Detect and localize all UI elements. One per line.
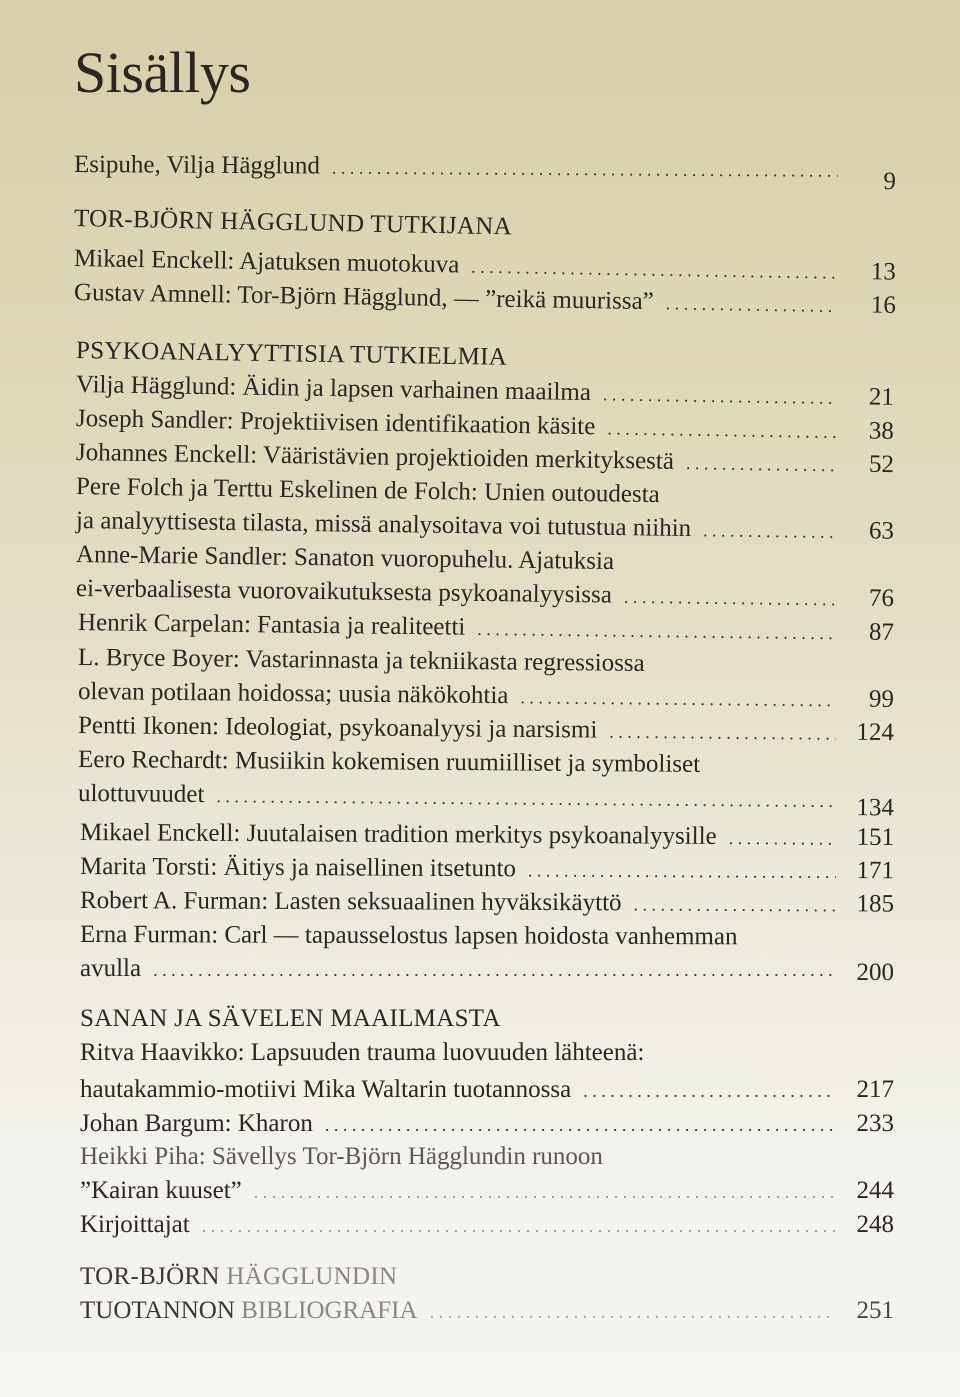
dot-leader: [202, 1211, 836, 1241]
toc-entry[interactable]: [78, 677, 894, 716]
dot-leader: [430, 1297, 836, 1327]
dot-leader: [332, 153, 838, 186]
toc-entry-intro[interactable]: [73, 150, 896, 196]
toc-entry[interactable]: [80, 1210, 894, 1241]
toc-entry[interactable]: [80, 1109, 894, 1140]
entry-title-line[interactable]: Erna Furman: Carl — tapausselostus lapsen hoidosta vanhemman: [79, 921, 738, 951]
section-heading: TOR-BJÖRN HÄGGLUND TUTKIJANA: [73, 205, 513, 241]
dot-leader: [477, 614, 836, 648]
entry-title: Robert A. Furman: Lasten seksuaalinen hyväksikäyttö: [79, 887, 622, 917]
entry-title: Kirjoittajat: [80, 1211, 190, 1238]
entry-title-line[interactable]: Eero Rechardt: Musiikin kokemisen ruumiilliset ja symboliset: [77, 746, 701, 778]
entry-title-line[interactable]: Pere Folch ja Terttu Eskelinen de Folch: Unien outoudesta: [75, 473, 660, 509]
entry-title: Marita Torsti: Äitiys ja naisellinen itsetunto: [79, 853, 517, 883]
page-title: Sisällys: [74, 40, 251, 105]
section-heading: PSYKOANALYYTTISIA TUTKIELMIA: [75, 337, 508, 371]
page-number: 151: [856, 823, 895, 851]
entry-title-line[interactable]: Anne-Marie Sandler: Sanaton vuoropuhelu. Ajatuksia: [75, 541, 615, 576]
page-number: 13: [870, 258, 897, 286]
entry-title: hautakammio-motiivi Mika Waltarin tuotannossa: [80, 1076, 572, 1103]
dot-leader: [634, 889, 837, 920]
entry-title: Joseph Sandler: Projektiivisen identifikaation käsite: [75, 405, 596, 441]
page-number: 233: [856, 1110, 894, 1137]
page-number: 248: [856, 1211, 894, 1238]
heading-part-faded: BIBLIOGRAFIA: [241, 1297, 418, 1324]
dot-leader: [607, 413, 836, 447]
page-number: 251: [856, 1297, 894, 1324]
section-heading-line-1: [80, 1262, 397, 1292]
entry-title: Johan Bargum: Kharon: [80, 1110, 313, 1137]
entry-title-line[interactable]: Ritva Haavikko: Lapsuuden trauma luovuuden lähteenä:: [80, 1039, 645, 1066]
toc-entry[interactable]: [77, 779, 895, 822]
toc-entry[interactable]: [80, 1075, 894, 1106]
entry-title: Vilja Hägglund: Äidin ja lapsen varhainen maailma: [75, 371, 592, 407]
page-number: 124: [856, 718, 895, 747]
entry-title: Mikael Enckell: Ajatuksen muotokuva: [73, 245, 460, 279]
dot-leader: [254, 1177, 836, 1207]
toc-entry[interactable]: [80, 818, 894, 854]
entry-title-line[interactable]: L. Bryce Boyer: Vastarinnasta ja tekniikasta regressiossa: [77, 644, 645, 677]
entry-title: avulla: [80, 955, 142, 982]
dot-leader: [520, 682, 836, 715]
dot-leader: [703, 515, 836, 547]
page-number: 217: [856, 1076, 894, 1103]
dot-leader: [666, 288, 839, 321]
entry-title: Pentti Ikonen: Ideologiat, psykoanalyysi ja narsismi: [77, 712, 598, 744]
toc-entry-bibliography[interactable]: [80, 1296, 894, 1327]
entry-title: ”Kairan kuuset”: [80, 1177, 242, 1204]
page-number: 200: [856, 959, 894, 986]
entry-title: ja analyyttisesta tilasta, missä analysoitava voi tutustua niihin: [75, 507, 692, 543]
page-number: 244: [856, 1177, 894, 1204]
page-number: 99: [868, 685, 895, 713]
heading-part: TOR-BJÖRN: [80, 1263, 227, 1290]
page-number: 171: [856, 857, 895, 885]
dot-leader: [528, 855, 836, 887]
entry-title: ulottuvuudet: [77, 780, 205, 808]
dot-leader: [609, 717, 836, 749]
section-heading: SANAN JA SÄVELEN MAAILMASTA: [80, 1005, 501, 1032]
page-number: 16: [870, 291, 897, 319]
dot-leader: [624, 582, 836, 615]
dot-leader: [471, 252, 838, 288]
entry-title: Henrik Carpelan: Fantasia ja realiteetti: [77, 609, 466, 641]
dot-leader: [216, 781, 836, 816]
toc-entry[interactable]: [80, 886, 894, 921]
entry-title: olevan potilaan hoidossa; uusia näkökohtia: [77, 678, 509, 710]
dot-leader: [729, 823, 837, 854]
toc-entry[interactable]: [80, 1176, 894, 1207]
page-number: 21: [868, 383, 895, 411]
toc-entry[interactable]: [78, 608, 894, 649]
page-number: 52: [868, 450, 895, 479]
dot-leader: [583, 1076, 836, 1106]
entry-title-line[interactable]: Heikki Piha: Sävellys Tor-Björn Hägglundin runoon: [80, 1143, 603, 1170]
entry-title: ei-verbaalisesta vuorovaikutuksesta psykoanalyysissa: [75, 575, 613, 609]
dot-leader: [153, 955, 836, 985]
page-number: 134: [856, 794, 895, 822]
entry-title: Johannes Enckell: Vääristävien projektioiden merkityksestä: [75, 439, 675, 475]
heading-part-faded: HÄGGLUNDIN: [226, 1263, 398, 1290]
heading-part: TUOTANNON: [80, 1297, 242, 1324]
dot-leader: [686, 448, 836, 480]
entry-title: Esipuhe, Vilja Hägglund: [73, 151, 321, 180]
dot-leader: [325, 1110, 836, 1140]
entry-title: Mikael Enckell: Juutalaisen tradition merkitys psykoanalyysille: [79, 819, 717, 850]
toc-entry[interactable]: [80, 954, 894, 985]
page-number: 38: [868, 417, 895, 445]
page-number: 87: [868, 618, 895, 646]
toc-entry[interactable]: [78, 711, 894, 749]
dot-leader: [603, 379, 836, 413]
page-number: 9: [883, 167, 896, 196]
page-number: 185: [856, 890, 895, 918]
page-number: 76: [868, 584, 895, 612]
entry-title: Gustav Amnell: Tor-Björn Hägglund, — ”reikä muurissa”: [73, 279, 654, 316]
page-number: 63: [868, 517, 895, 545]
toc-entry[interactable]: [80, 852, 894, 887]
entry-title: [80, 1296, 418, 1326]
